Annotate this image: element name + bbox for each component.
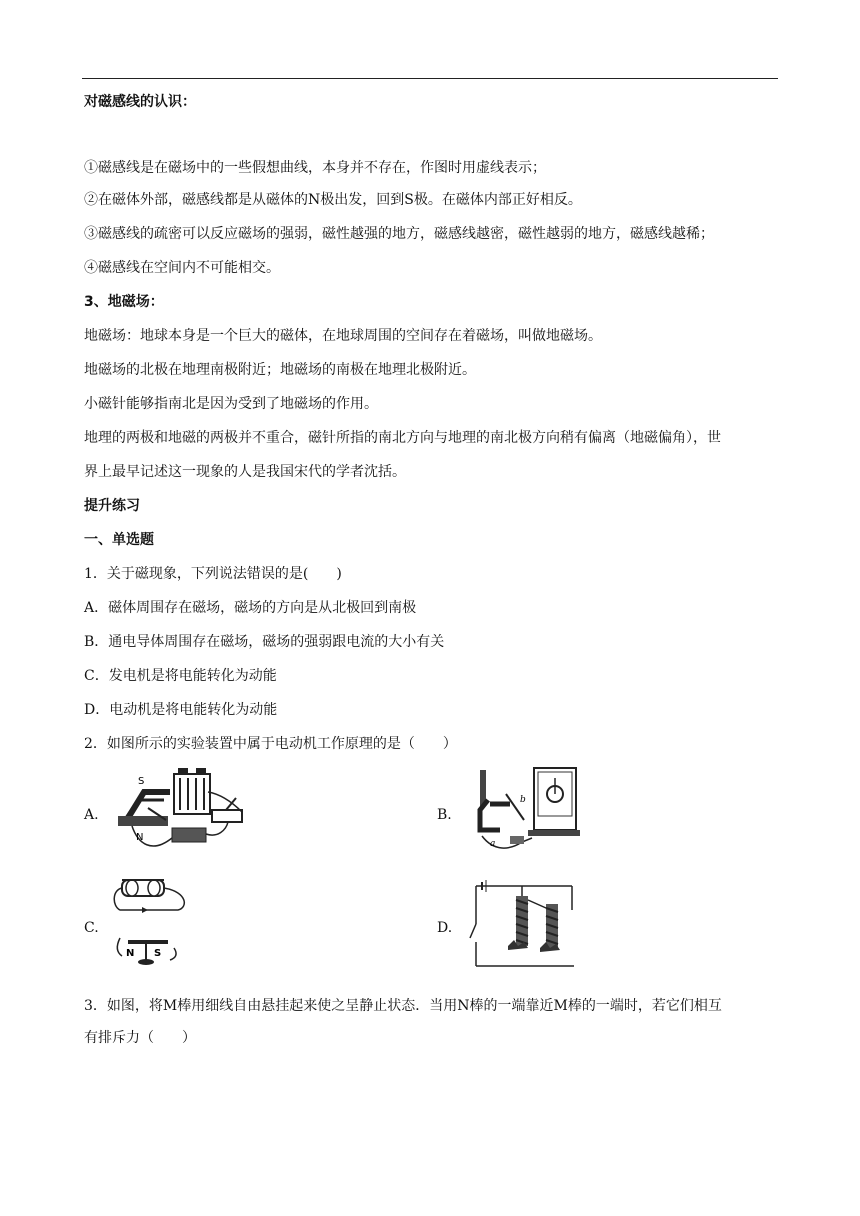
fig-c-label-s: S — [154, 948, 162, 959]
fig-b-label-b: b — [520, 795, 526, 805]
fig-c-label-n: N — [126, 948, 135, 959]
q1-option-b: B．通电导体周围存在磁场，磁场的强弱跟电流的大小有关 — [84, 634, 445, 650]
point-3: ③磁感线的疏密可以反应磁场的强弱，磁性越强的地方，磁感线越密，磁性越弱的地方，磁感线越稀； — [84, 226, 714, 242]
q2-stem: 2．如图所示的实验装置中属于电动机工作原理的是（ ） — [84, 736, 457, 752]
point-4: ④磁感线在空间内不可能相交。 — [84, 260, 280, 276]
q2-option-c-label: C. — [84, 920, 99, 936]
header-rule — [82, 78, 778, 79]
q2-figure-b — [470, 764, 590, 858]
point-2: ②在磁体外部，磁感线都是从磁体的N极出发，回到S极。在磁体内部正好相反。 — [84, 192, 582, 208]
point-1: ①磁感线是在磁场中的一些假想曲线，本身并不存在，作图时用虚线表示； — [84, 160, 546, 176]
practice-subheading: 一、单选题 — [84, 532, 154, 548]
fig-b-label-a: a — [490, 839, 496, 849]
q2-figure-c — [108, 876, 198, 972]
q1-option-d: D．电动机是将电能转化为动能 — [84, 702, 278, 718]
geomag-heading: 3、地磁场： — [84, 294, 164, 310]
q2-option-d-label: D. — [437, 920, 453, 936]
geomag-line-2: 地磁场的北极在地理南极附近；地磁场的南极在地理北极附近。 — [84, 362, 476, 378]
fig-a-label-n: N — [136, 832, 144, 843]
geomag-line-4: 地理的两极和地磁的两极并不重合，磁针所指的南北方向与地理的南北极方向稍有偏离（地磁偏角），世 — [84, 430, 721, 446]
geomag-line-3: 小磁针能够指南北是因为受到了地磁场的作用。 — [84, 396, 378, 412]
q1-stem: 1．关于磁现象，下列说法错误的是( ) — [84, 566, 342, 582]
q2-figure-a — [108, 764, 268, 858]
q3-line-2: 有排斥力（ ） — [84, 1030, 196, 1046]
geomag-line-5: 界上最早记述这一现象的人是我国宋代的学者沈括。 — [84, 464, 406, 480]
q2-option-b-label: B. — [437, 807, 452, 823]
section-title: 对磁感线的认识： — [84, 94, 196, 110]
geomag-line-1: 地磁场：地球本身是一个巨大的磁体，在地球周围的空间存在着磁场，叫做地磁场。 — [84, 328, 602, 344]
fig-a-label-s: S — [138, 776, 145, 787]
q1-option-c: C．发电机是将电能转化为动能 — [84, 668, 277, 684]
q3-line-1: 3．如图，将M棒用细线自由悬挂起来使之呈静止状态．当用N棒的一端靠近M棒的一端时，若它们相互 — [84, 998, 722, 1014]
practice-heading: 提升练习 — [84, 498, 140, 514]
q2-option-a-label: A. — [84, 807, 99, 823]
q1-option-a: A．磁体周围存在磁场，磁场的方向是从北极回到南极 — [84, 600, 417, 616]
q2-figure-d — [462, 880, 582, 970]
